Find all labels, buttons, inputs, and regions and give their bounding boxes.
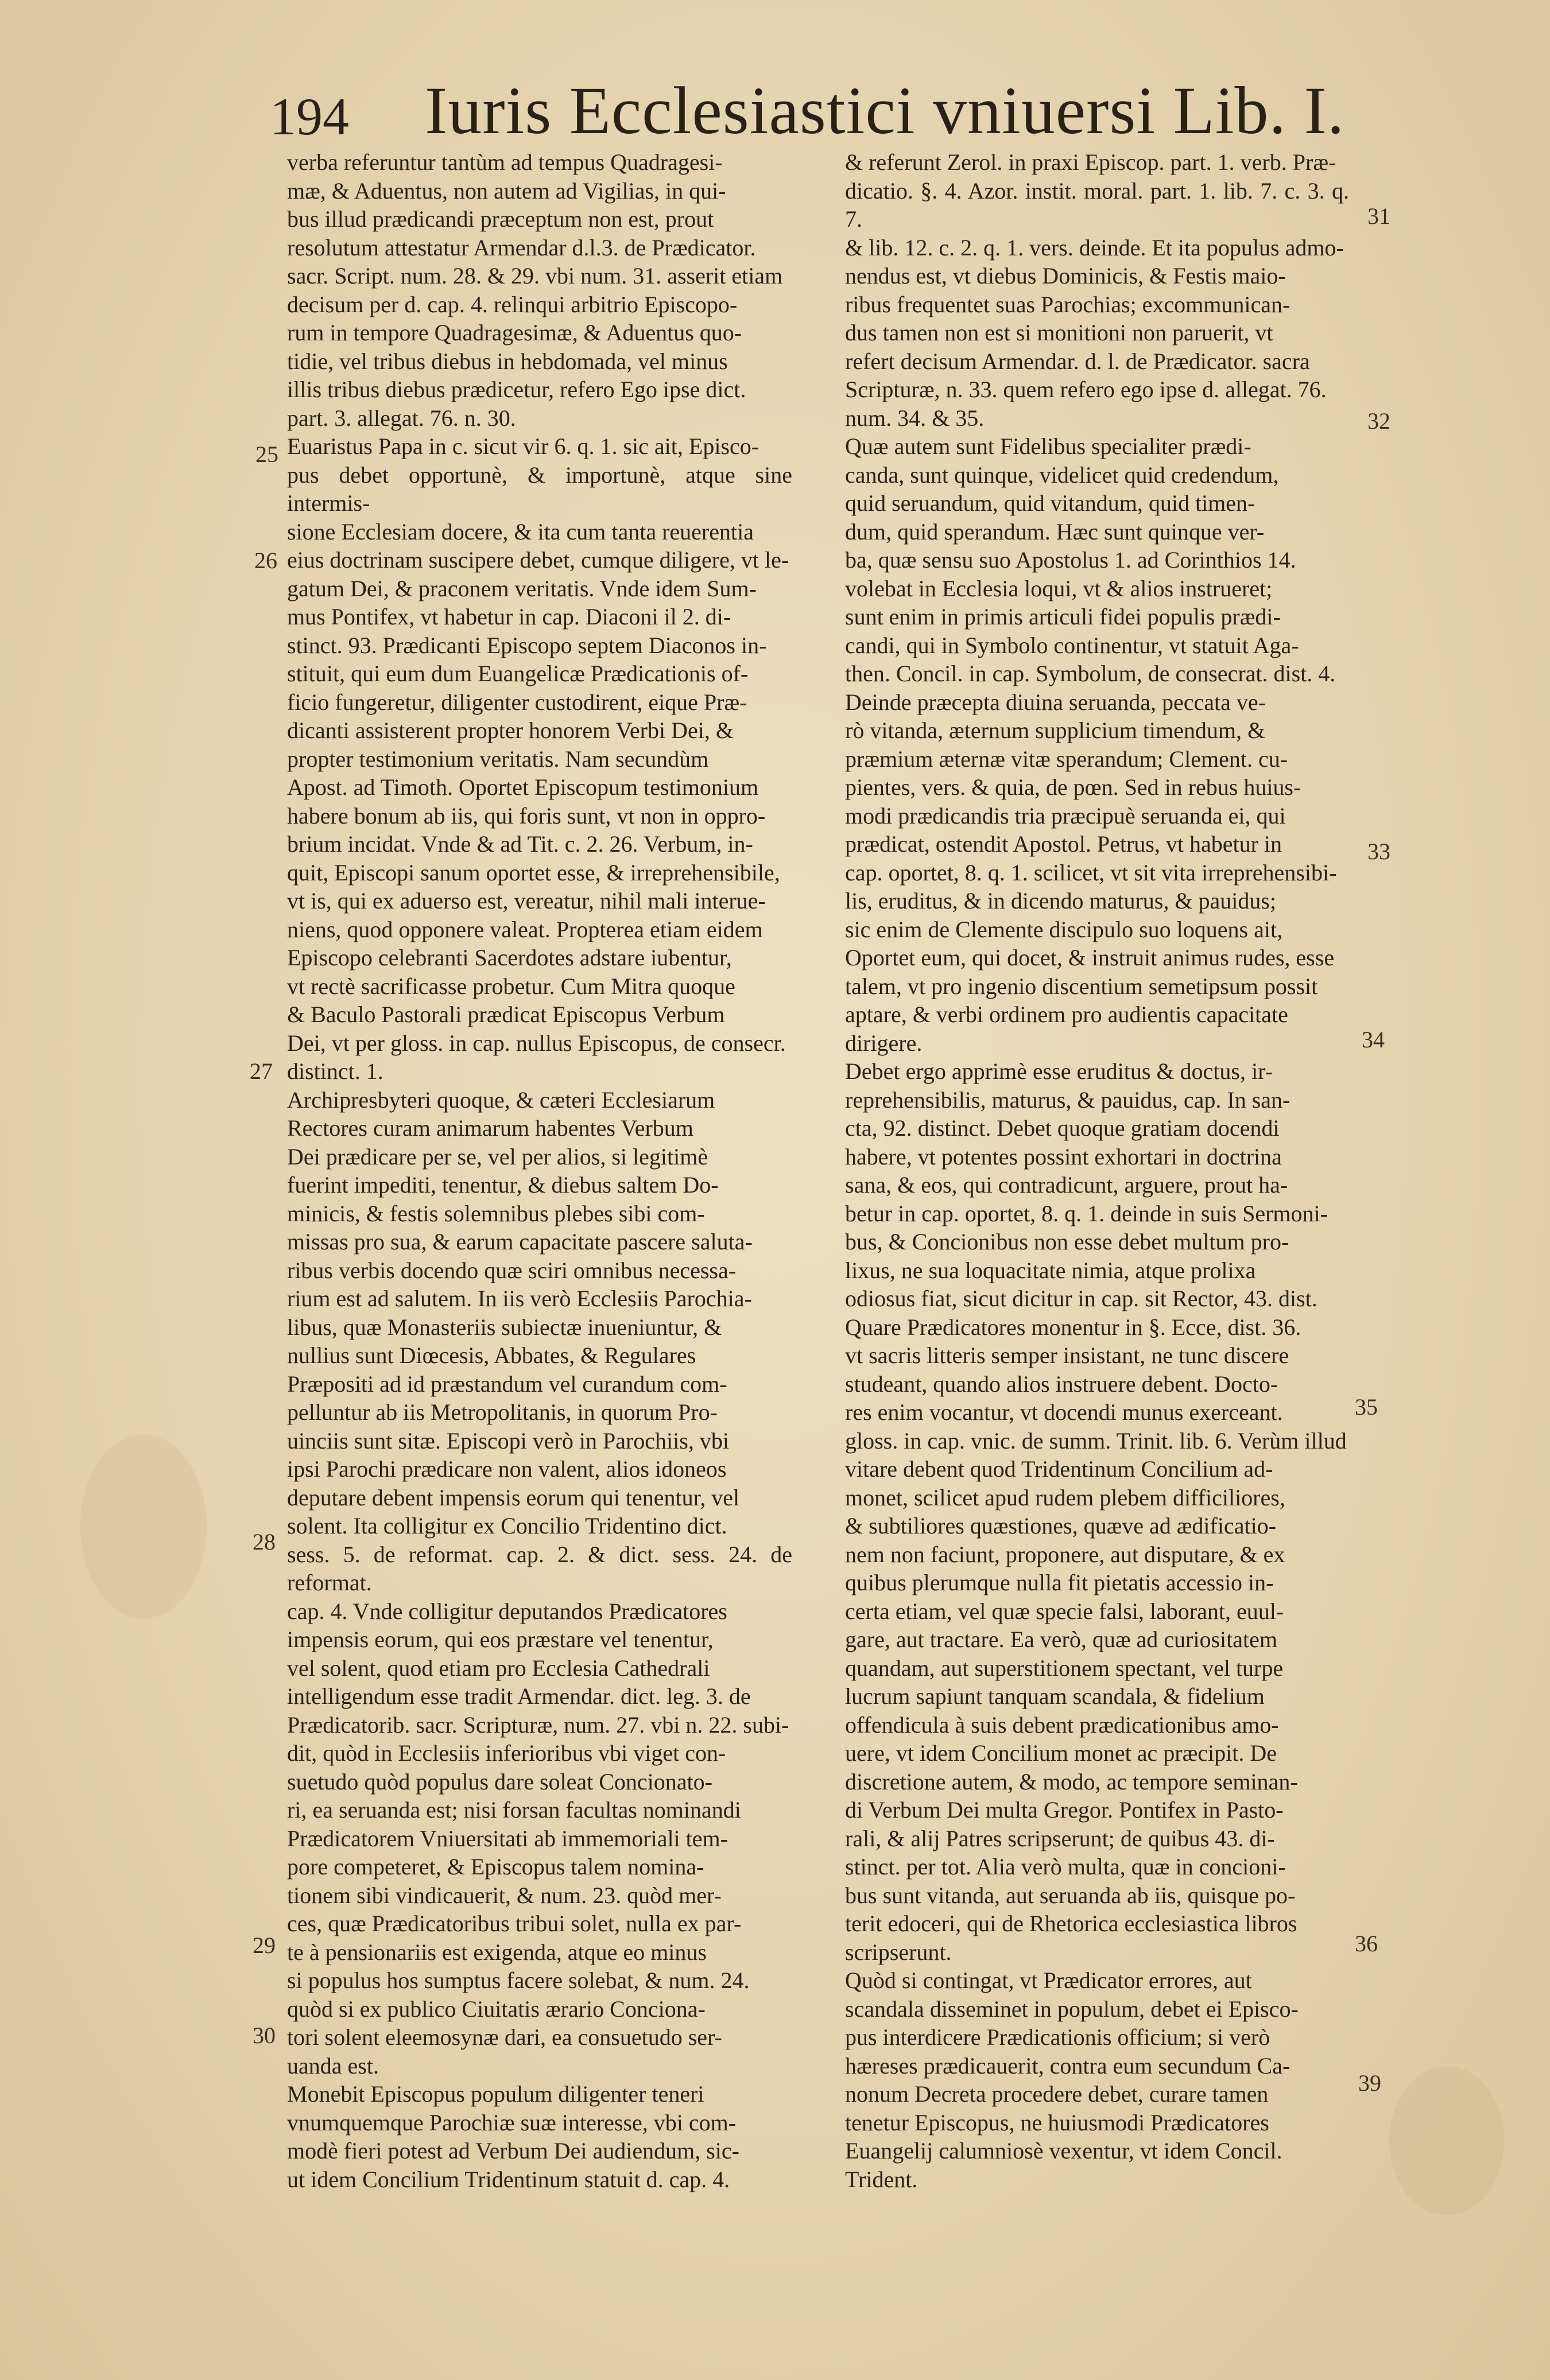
text-line: lucrum sapiunt tanquam scandala, & fidelium [845,1683,1265,1709]
text-line: dum, quid sperandum. Hæc sunt quinque ver- [845,518,1265,545]
text-line: missas pro sua, & earum capacitate pascere saluta- [287,1229,753,1255]
text-line: Prædicatorem Vniuersitati ab immemoriali tem- [287,1825,728,1851]
text-line: vnumquemque Parochiæ suæ interesse, vbi com- [287,2109,737,2136]
margin-note: 30 [253,2022,276,2048]
text-line: talem, vt pro ingenio discentium semetipsum possit [845,973,1318,999]
text-line: Episcopo celebranti Sacerdotes adstare iubentur, [287,945,732,970]
text-line: & subtiliores quæstiones, quæve ad ædificatio- [845,1513,1277,1539]
text-line: dicanti assisterent propter honorem Verbi Dei, & [287,717,734,743]
margin-note: 39 [1358,2070,1381,2096]
paper-stain [80,1435,207,1618]
text-line: impensis eorum, qui eos præstare vel tenentur, [287,1626,714,1652]
left-column [287,148,792,2193]
text-line: aptare, & verbi ordinem pro audientis capacitate [845,1001,1288,1027]
text-line: & referunt Zerol. in praxi Episcop. part. 1. verb. Præ- [845,149,1336,175]
text-line: niens, quod opponere valeat. Propterea etiam eidem [287,916,763,942]
text-line: ribus frequentet suas Parochias; excommunican- [845,291,1291,317]
text-line: bus illud prædicandi præceptum non est, prout [287,206,714,232]
text-line: rali, & alij Patres scripserunt; de quibus 43. di- [845,1825,1275,1851]
text-line: Archipresbyteri quoque, & cæteri Ecclesiarum [287,1086,715,1113]
text-line: betur in cap. oportet, 8. q. 1. deinde in suis Sermoni- [845,1200,1328,1226]
text-line: ri, ea seruanda est; nisi forsan facultas nominandi [287,1797,741,1823]
text-line: num. 34. & 35. [845,405,985,431]
text-line: stinct. 93. Prædicanti Episcopo septem Diaconos in- [287,632,767,658]
text-line: uere, vt idem Concilium monet ac præcipit. De [845,1740,1277,1766]
text-line: nendus est, vt diebus Dominicis, & Festis maio- [845,263,1286,289]
text-line: mus Pontifex, vt habetur in cap. Diaconi il 2. di- [287,604,731,630]
text-line: te à pensionariis est exigenda, atque eo minus [287,1939,707,1965]
text-line: nullius sunt Diœcesis, Abbates, & Regulares [287,1342,696,1368]
text-line: bus sunt vitanda, aut seruanda ab iis, quisque po- [845,1882,1296,1908]
margin-note: 35 [1355,1394,1378,1420]
margin-note: 36 [1355,1931,1378,1956]
right-column [845,148,1349,2193]
text-line: vt is, qui ex aduerso est, vereatur, nihil mali interue- [287,888,766,914]
text-line: pus interdicere Prædicationis officium; si verò [845,2024,1270,2050]
text-line: dit, quòd in Ecclesiis inferioribus vbi viget con- [287,1740,726,1766]
text-line: propter testimonium veritatis. Nam secundùm [287,746,709,772]
text-line: ipsi Parochi prædicare non valent, alios idoneos [287,1456,727,1482]
text-line: fuerint impediti, tenentur, & diebus saltem Do- [287,1172,719,1198]
text-line: vel solent, quod etiam pro Ecclesia Cathedrali [287,1655,710,1681]
text-line: rium est ad salutem. In iis verò Ecclesiis Parochia- [287,1286,752,1311]
text-line: & Baculo Pastorali prædicat Episcopus Verbum [287,1001,725,1027]
text-line: stinct. per tot. Alia verò multa, quæ in concioni- [845,1854,1286,1880]
text-line: sana, & eos, qui contradicunt, arguere, prout ha- [845,1172,1288,1198]
text-line: Debet ergo apprimè esse eruditus & doctus, ir- [845,1058,1273,1084]
text-line: di Verbum Dei multa Gregor. Pontifex in Pasto- [845,1797,1284,1823]
text-line: & lib. 12. c. 2. q. 1. vers. deinde. Et ita populus admo- [845,234,1344,261]
text-line: monet, scilicet apud rudem plebem difficiliores, [845,1484,1285,1511]
text-line: Apost. ad Timoth. Oportet Episcopum testimonium [287,774,759,800]
text-line: dicatio. §. 4. Azor. instit. moral. part. 1. lib. 7. c. 3. q. 7. [845,177,1349,232]
text-line: distinct. 1. [287,1058,383,1084]
text-line: Monebit Episcopus populum diligenter teneri [287,2081,704,2107]
text-line: Oportet eum, qui docet, & instruit animus rudes, esse [845,945,1335,970]
text-line: Deinde præcepta diuina seruanda, peccata ve- [845,689,1266,715]
text-line: suetudo quòd populus dare soleat Concionato- [287,1768,712,1795]
page-number: 194 [270,87,349,146]
text-line: scandala disseminet in populum, debet ei Episco- [845,1995,1299,2022]
text-line: sic enim de Clemente discipulo suo loquens ait, [845,916,1283,942]
text-line: reprehensibilis, maturus, & pauidus, cap. In san- [845,1086,1291,1113]
paper-stain [1389,2066,1504,2215]
text-line: Scripturæ, n. 33. quem refero ego ipse d. allegat. 76. [845,376,1327,402]
text-line: resolutum attestatur Armendar d.l.3. de Prædicator. [287,234,756,261]
text-line: gare, aut tractare. Ea verò, quæ ad curiositatem [845,1626,1277,1652]
text-line: bus, & Concionibus non esse debet multum pro- [845,1229,1289,1255]
margin-note: 31 [1367,203,1390,229]
text-line: cta, 92. distinct. Debet quoque gratiam docendi [845,1115,1280,1141]
text-line: habere, vt potentes possint exhortari in doctrina [845,1143,1282,1170]
text-line: sione Ecclesiam docere, & ita cum tanta reuerentia [287,518,754,545]
running-title: Iuris Ecclesiastici vniuersi Lib. I. [425,73,1345,148]
margin-note: 32 [1367,408,1390,434]
margin-note: 34 [1362,1027,1385,1053]
text-line: ba, quæ sensu suo Apostolus 1. ad Corinthios 14. [845,547,1296,573]
text-line: gatum Dei, & praconem veritatis. Vnde idem Sum- [287,575,757,601]
text-line: habere bonum ab iis, qui foris sunt, vt non in oppro- [287,802,766,829]
text-line: prædicat, ostendit Apostol. Petrus, vt habetur in [845,831,1282,857]
text-line: scripserunt. [845,1939,952,1965]
page-header [270,68,1418,154]
text-line: Dei, vt per gloss. in cap. nullus Episcopus, de consecr. [287,1030,786,1056]
text-line: tionem sibi vindicauerit, & num. 23. quòd mer- [287,1882,722,1908]
text-line: then. Concil. in cap. Symbolum, de consecrat. dist. 4. [845,661,1336,686]
text-line: certa etiam, vel quæ specie falsi, laborant, euul- [845,1598,1284,1624]
text-line: deputare debent impensis eorum qui tenentur, vel [287,1484,740,1511]
text-line: studeant, quando alios instruere debent. Docto- [845,1370,1278,1397]
text-line: quibus plerumque nulla fit pietatis accessio in- [845,1570,1274,1595]
text-line: cap. oportet, 8. q. 1. scilicet, vt sit vita irreprehensibi- [845,859,1337,886]
text-line: eius doctrinam suscipere debet, cumque diligere, vt le- [287,547,789,573]
text-line: Quare Prædicatores monentur in §. Ecce, dist. 36. [845,1314,1301,1340]
text-line: canda, sunt quinque, videlicet quid credendum, [845,461,1279,488]
text-line: si populus hos sumptus facere solebat, & num. 24. [287,1967,750,1993]
text-line: verba referuntur tantùm ad tempus Quadragesi- [287,149,723,175]
text-line: pore competeret, & Episcopus talem nomina- [287,1854,704,1880]
text-line: vt rectè sacrificasse probetur. Cum Mitra quoque [287,973,735,999]
text-line: pientes, vers. & quia, de pœn. Sed in rebus huius- [845,774,1301,800]
text-line: rò vitanda, æternum supplicium timendum, & [845,717,1266,743]
text-line: quit, Episcopi sanum oportet esse, & irreprehensibile, [287,859,780,886]
text-line: lixus, ne sua loquacitate nimia, atque prolixa [845,1257,1256,1283]
text-line: rum in tempore Quadragesimæ, & Aduentus quo- [287,320,742,345]
text-line: res enim vocantur, vt docendi munus exerceant. [845,1399,1283,1425]
text-line: cap. 4. Vnde colligitur deputandos Prædicatores [287,1598,727,1624]
margin-note: 29 [253,1932,276,1958]
text-line: hæreses prædicauerit, contra eum secundum Ca- [845,2052,1291,2079]
text-line: vitare debent quod Tridentinum Concilium ad- [845,1456,1273,1482]
text-line: decisum per d. cap. 4. relinqui arbitrio Episcopo- [287,291,738,317]
text-line: illis tribus diebus prædicetur, refero Ego ipse dict. [287,376,746,402]
text-line: libus, quæ Monasteriis subiectæ inueniuntur, & [287,1314,722,1340]
text-line: odiosus fiat, sicut dicitur in cap. sit Rector, 43. dist. [845,1286,1318,1311]
text-line: modè fieri potest ad Verbum Dei audiendum, sic- [287,2138,739,2164]
text-line: Prædicatorib. sacr. Scripturæ, num. 27. vbi n. 22. subi- [287,1711,789,1738]
text-line: modi prædicandis tria præcipuè seruanda ei, qui [845,802,1286,829]
text-line: minicis, & festis solemnibus plebes sibi com- [287,1200,705,1226]
text-line: Præpositi ad id præstandum vel curandum com- [287,1370,727,1397]
text-line: Euaristus Papa in c. sicut vir 6. q. 1. sic ait, Episco- [287,433,760,459]
text-line: Quæ autem sunt Fidelibus specialiter prædi- [845,433,1251,459]
text-line: tori solent eleemosynæ dari, ea consuetudo ser- [287,2024,722,2050]
text-line: nem non faciunt, proponere, aut disputare, & ex [845,1541,1285,1567]
margin-note: 26 [254,548,277,573]
text-line: quid seruandum, quid vitandum, quid timen- [845,490,1256,516]
text-line: intelligendum esse tradit Armendar. dict. leg. 3. de [287,1683,751,1709]
text-line: quòd si ex publico Ciuitatis ærario Conciona- [287,1995,706,2022]
text-line: refert decisum Armendar. d. l. de Prædicator. sacra [845,348,1310,374]
text-line: Dei prædicare per se, vel per alios, si legitimè [287,1143,708,1170]
text-line: uanda est. [287,2052,379,2079]
text-line: uinciis sunt sitæ. Episcopi verò in Parochiis, vbi [287,1427,729,1454]
text-line: offendicula à suis debent prædicationibus amo- [845,1711,1279,1738]
text-line: tidie, vel tribus diebus in hebdomada, vel minus [287,348,728,374]
text-line: Trident. [845,2166,918,2192]
text-line: gloss. in cap. vnic. de summ. Trinit. lib. 6. Verùm illud [845,1427,1347,1454]
text-line: vt sacris litteris semper insistant, ne tunc discere [845,1342,1289,1368]
text-line: tenetur Episcopus, ne huiusmodi Prædicatores [845,2109,1269,2136]
text-line: volebat in Ecclesia loqui, vt & alios instrueret; [845,575,1273,601]
text-line: præmium æternæ vitæ sperandum; Clement. cu- [845,746,1288,772]
text-line: sunt enim in primis articuli fidei populis prædi- [845,604,1281,630]
text-line: sacr. Script. num. 28. & 29. vbi num. 31. asserit etiam [287,263,783,289]
text-line: solent. Ita colligitur ex Concilio Tridentino dict. [287,1513,727,1539]
text-line: brium incidat. Vnde & ad Tit. c. 2. 26. Verbum, in- [287,831,753,857]
text-line: Euangelij calumniosè vexentur, vt idem Concil. [845,2138,1282,2164]
text-line: ribus verbis docendo quæ sciri omnibus necessa- [287,1257,737,1283]
text-line: sess. 5. de reformat. cap. 2. & dict. sess. 24. de reformat. [287,1541,792,1595]
text-line: nonum Decreta procedere debet, curare tamen [845,2081,1269,2107]
margin-note: 33 [1367,838,1390,864]
text-line: dus tamen non est si monitioni non paruerit, vt [845,320,1273,345]
text-line: lis, eruditus, & in dicendo maturus, & pauidus; [845,888,1277,914]
text-line: stituit, qui eum dum Euangelicæ Prædicationis of- [287,661,749,686]
text-line: ut idem Concilium Tridentinum statuit d. cap. 4. [287,2166,730,2192]
text-line: Rectores curam animarum habentes Verbum [287,1115,693,1141]
text-line: dirigere. [845,1030,923,1056]
margin-note: 28 [253,1529,276,1555]
text-line: terit edoceri, qui de Rhetorica ecclesiastica libros [845,1911,1297,1936]
text-line: Quòd si contingat, vt Prædicator errores, aut [845,1967,1252,1993]
text-line: candi, qui in Symbolo continentur, vt statuit Aga- [845,632,1299,658]
text-line: quandam, aut superstitionem spectant, vel turpe [845,1655,1284,1681]
text-line: ficio fungeretur, diligenter custodirent, eique Præ- [287,689,747,715]
text-line: pelluntur ab iis Metropolitanis, in quorum Pro- [287,1399,718,1425]
margin-note: 27 [250,1058,273,1084]
text-line: mæ, & Aduentus, non autem ad Vigilias, in qui- [287,177,726,204]
text-line: ces, quæ Prædicatoribus tribui solet, nulla ex par- [287,1911,742,1936]
text-line: discretione autem, & modo, ac tempore seminan- [845,1768,1298,1795]
text-line: pus debet opportunè, & importunè, atque sine intermis- [287,461,792,516]
margin-note: 25 [255,441,278,467]
text-line: part. 3. allegat. 76. n. 30. [287,405,516,431]
